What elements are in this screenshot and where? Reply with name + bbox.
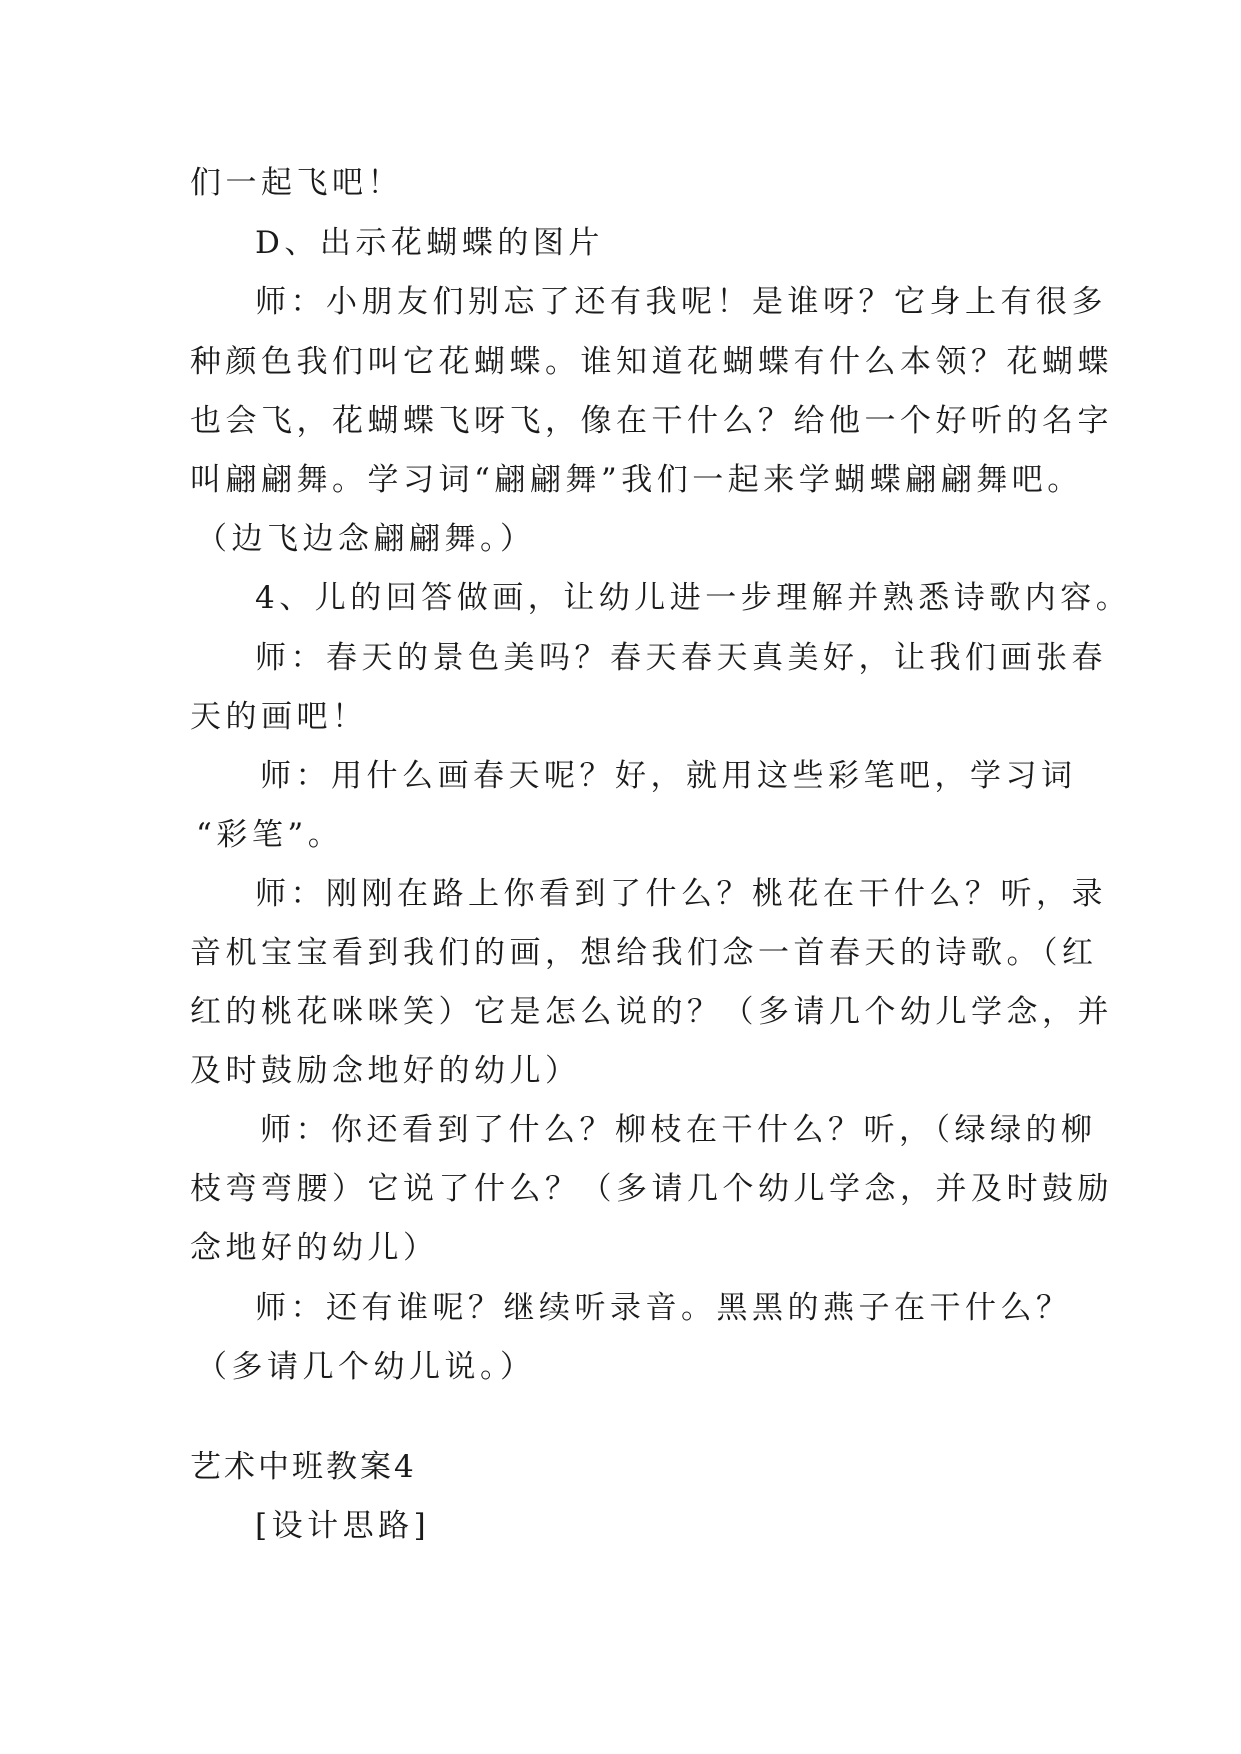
- text-line: 师：还有谁呢？继续听录音。黑黑的燕子在干什么？: [255, 1290, 1072, 1326]
- subsection-label: [设计思路]: [255, 1508, 431, 1544]
- text-line: 红的桃花咪咪笑）它是怎么说的？（多请几个幼儿学念，并: [190, 994, 1113, 1030]
- text-line: 叫翩翩舞。学习词“翩翩舞”我们一起来学蝴蝶翩翩舞吧。: [190, 462, 1083, 498]
- text-line: 们一起飞吧！: [190, 165, 403, 201]
- text-line: 师：小朋友们别忘了还有我呢！是谁呀？它身上有很多: [255, 284, 1107, 320]
- text-line: （边飞边念翩翩舞。）: [196, 521, 536, 557]
- text-line: 枝弯弯腰）它说了什么？（多请几个幼儿学念，并及时鼓励: [190, 1171, 1113, 1207]
- text-line: 师：春天的景色美吗？春天春天真美好，让我们画张春: [255, 640, 1107, 676]
- text-line: （多请几个幼儿说。）: [196, 1349, 536, 1385]
- text-line: 也会飞，花蝴蝶飞呀飞，像在干什么？给他一个好听的名字: [190, 403, 1113, 439]
- text-line: 音机宝宝看到我们的画，想给我们念一首春天的诗歌。（红: [190, 935, 1098, 971]
- text-line: 4、儿的回答做画，让幼儿进一步理解并熟悉诗歌内容。: [255, 580, 1132, 616]
- text-line: 天的画吧！: [190, 699, 368, 735]
- text-line: D、出示花蝴蝶的图片: [255, 225, 604, 261]
- text-line: 师：刚刚在路上你看到了什么？桃花在干什么？听，录: [255, 876, 1107, 912]
- text-line: 师：用什么画春天呢？好，就用这些彩笔吧，学习词: [260, 758, 1077, 794]
- text-line: 念地好的幼儿）: [190, 1230, 439, 1266]
- text-line: “彩笔”。: [196, 817, 344, 853]
- text-line: 师：你还看到了什么？柳枝在干什么？听，（绿绿的柳: [260, 1112, 1097, 1148]
- text-line: 种颜色我们叫它花蝴蝶。谁知道花蝴蝶有什么本领？花蝴蝶: [190, 344, 1113, 380]
- text-line: 及时鼓励念地好的幼儿）: [190, 1053, 581, 1089]
- section-heading: 艺术中班教案4: [190, 1449, 417, 1485]
